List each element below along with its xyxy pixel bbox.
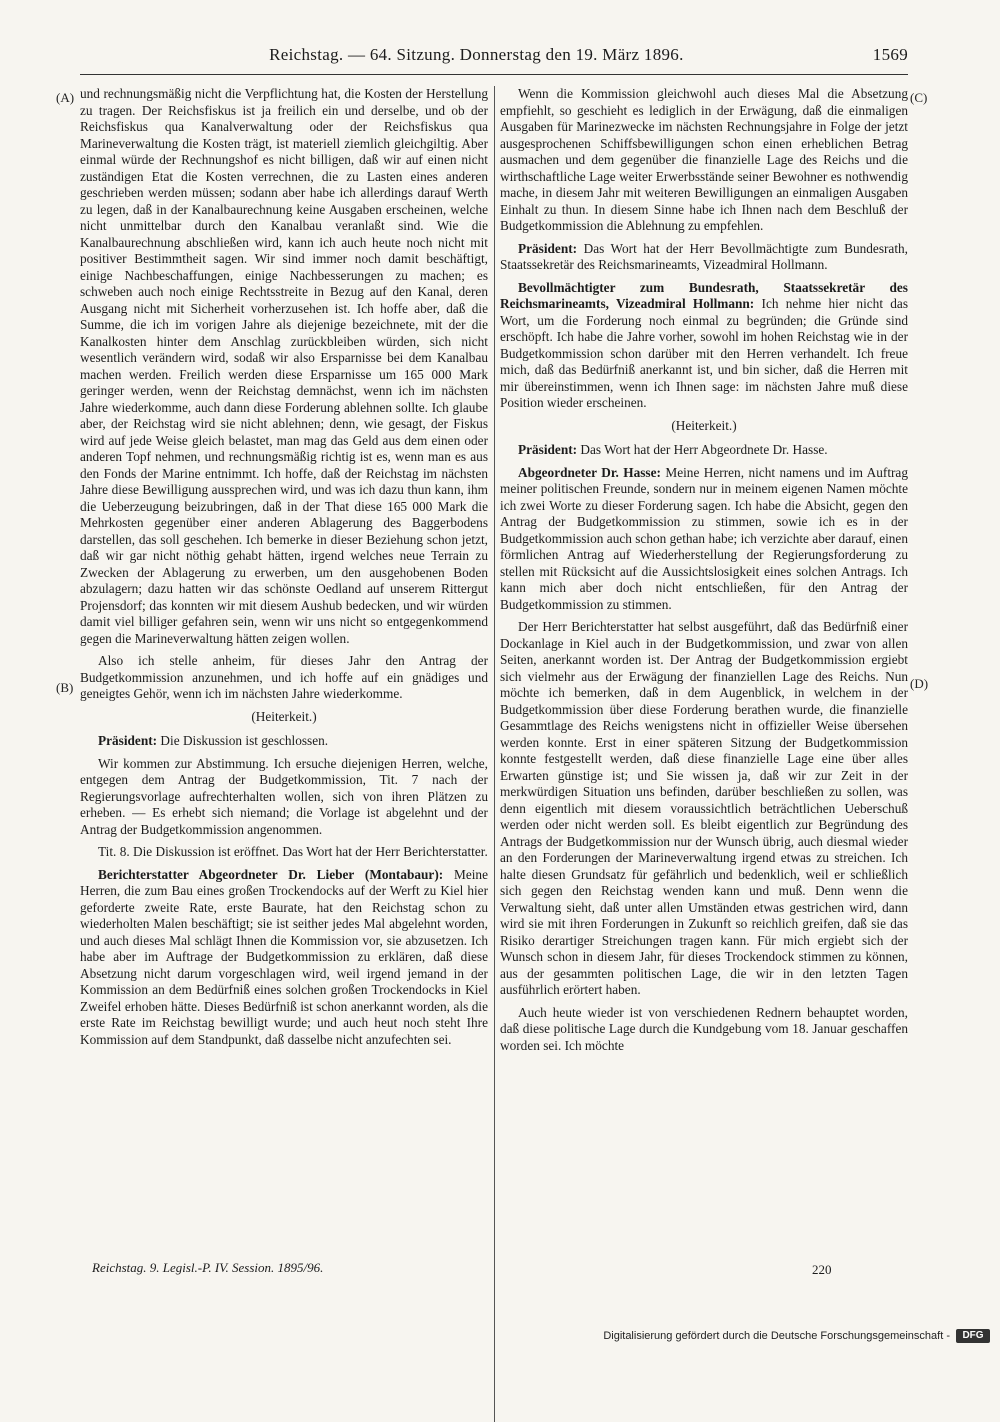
digitization-credit bbox=[590, 1328, 990, 1344]
paragraph bbox=[500, 280, 908, 412]
paragraph bbox=[80, 733, 488, 750]
speech-text: Das Wort hat der Herr Abgeordnete Dr. Hasse. bbox=[580, 442, 828, 457]
paragraph: Auch heute wieder ist von verschiedenen Rednern behauptet worden, daß diese politische Lage durch die Kundgebung vom 18. Januar geschaffen worden sei. Ich möchte bbox=[500, 1004, 908, 1053]
margin-letter-d: (D) bbox=[910, 676, 929, 691]
page-number: 1569 bbox=[872, 45, 908, 64]
speech-text: Meine Herren, nicht namens und im Auftrag meiner politischen Freunde, sondern nur in meinem eigenen Namen möchte ich zwei Worte zu dieser Forderung sagen. Ich habe die Absicht, gegen den Antrag der Budgetkommission zu stimmen, sowie ich es in der Budgetkommission auch schon gethan habe; ich verzichte aber darauf, einen förmlichen Antrag auf Wiederherstellung der Regierungsforderung zu stellen mit Rücksicht auf die Aussichtslosigkeit eines solchen Antrags. Ich kann mich aber doch nicht entschließen, für den Antrag der Budgetkommission zu stimmen. bbox=[500, 464, 908, 612]
header-rule bbox=[80, 74, 908, 75]
right-column bbox=[500, 86, 908, 1060]
margin-letter-a: (A) bbox=[56, 90, 75, 105]
paragraph: Tit. 8. Die Diskussion ist eröffnet. Das Wort hat der Herr Berichterstatter. bbox=[98, 844, 488, 859]
paragraph bbox=[500, 241, 908, 274]
paragraph: Also ich stelle anheim, für dieses Jahr den Antrag der Budgetkommission anzunehmen, und ich hoffe auf ein gnädiges und geneigtes Gehör, wenn ich im nächsten Jahre wiederkomme. bbox=[80, 653, 488, 701]
speaker-label: Berichterstatter Abgeordneter Dr. Lieber (Montabaur): bbox=[98, 866, 444, 882]
speech-text: Die Diskussion ist geschlossen. bbox=[160, 733, 329, 748]
laughter-note: (Heiterkeit.) bbox=[671, 417, 737, 433]
paragraph bbox=[80, 867, 488, 1049]
speaker-label: Abgeordneter Dr. Hasse: bbox=[518, 464, 661, 480]
paragraph bbox=[500, 465, 908, 614]
speech-text: Meine Herren, die zum Bau eines großen Trockendocks auf der Werft zu Kiel hier geforderte zweite Rate, erste Baurate, hat den Reichstag schon zu wiederholten Malen beschäftigt; sie ist seither jedes Mal abgelehnt worden, und auch dieses Mal schlägt Ihnen die Kommission vor, sie abzusetzen. Ich habe aber im Auftrage der Budgetkommission zu erklären, daß diese Absetzung nicht darum vorgeschlagen wird, weil irgend jemand in der Kommission an dem Bedürfniß eines solchen großen Trockendocks in Kiel Zweifel erhoben hätte. Dieses Bedürfniß ist schon anerkannt worden, als die erste Rate im Reichstag bewilligt wurde; und auch heut noch steht Ihre Kommission auf dem Standpunkt, daß dasselbe nicht anzufechten sei. bbox=[80, 866, 488, 1047]
session-footer: Reichstag. 9. Legisl.-P. IV. Session. 1895/96. bbox=[92, 1260, 324, 1275]
left-column bbox=[80, 86, 488, 1054]
running-head: Reichstag. — 64. Sitzung. Donnerstag den 19. März 1896. bbox=[269, 45, 684, 64]
margin-letter-b: (B) bbox=[56, 680, 74, 695]
dfg-logo-icon: DFG bbox=[956, 1329, 990, 1343]
page-header bbox=[80, 38, 908, 72]
speech-text: Das Wort hat der Herr Bevollmächtigte zum Bundesrath, Staatssekretär des Reichsmarineamts, Vizeadmiral Hollmann. bbox=[500, 240, 908, 272]
speaker-label: Präsident: bbox=[518, 442, 578, 457]
paragraph: Wenn die Kommission gleichwohl auch dieses Mal die Absetzung empfiehlt, so geschieht es lediglich in der Erwägung, daß die einmaligen Ausgaben für Marinezwecke im nächsten Rechnungsjahre in Folge der jetzt ausgesprochenen Schiffsbewilligungen schon einen erheblichen Betrag ausmachen und dem gegenüber die finanzielle Lage des Reichs und die wirthschaftliche Lage weiter Erwerbsstände seiner Bewohner es nothwendig mache, in diesem Jahr mit weiteren Bewilligungen an einmaligen Ausgaben Einhalt zu thun. In diesem Sinne habe ich Ihnen nach dem Beschluß der Budgetkommission die Ablehnung zu empfehlen. bbox=[500, 86, 908, 233]
speech-text: Ich nehme hier nicht das Wort, um die Forderung noch einmal zu begründen; die Gründe sind erschöpft. Ich habe die Jahre vorher, sowohl im hohen Reichstag wie in der Budgetkommission schon darüber mit den Herren verhandelt. Ich freue mich, daß das Bedürfniß anerkannt ist, und bin sicher, daß die Herren mit mir übereinstimmen, wenn ich Ihnen sage: im nächsten Jahre muß diese Position wieder erscheinen. bbox=[500, 296, 909, 410]
paragraph bbox=[500, 442, 908, 459]
paragraph: Der Herr Berichterstatter hat selbst ausgeführt, daß das Bedürfniß einer Dockanlage in Kiel auch in der Budgetkommission, und zwar von allen Seiten, anerkannt worden ist. Der Antrag der Budgetkommission ergiebt sich vielmehr aus der Erwägung der finanziellen Lage des Reichs. Nun möchte ich bemerken, daß in dem Augenblick, in welchem in der Budgetkommission über diese Forderung berathen wurde, die finanzielle Gesammtlage des Reichs wenigstens nicht in offizieller Weise übersehen werden konnte. Erst in einer späteren Sitzung der Budgetkommission konnte festgestellt werden, daß diese finanzielle Lage eine über alles Erwarten günstige ist; und Sie wissen ja, daß wir zur Zeit in der merkwürdigen Situation uns befinden, darüber beschließen zu sollen, was denn eigentlich mit diesem voraussichtlich beträchtlichen Ueberschuß werden oder nicht werden soll. Es bleibt eigentlich zur Begründung des Antrags der Budgetkommission nur der Wunsch übrig, auch diesmal wieder an den Forderungen der Marineverwaltung irgend etwas zu streichen. Ich halte diesen Grundsatz für gefährlich und bedenklich, weil er schließlich sich gegen den Reichstag wenden kann und muß. Denn wenn die Verwaltung sieht, daß unter allen Umständen etwas gestrichen wird, dann wird sie mit ihren Forderungen in Zukunft so reichlich greifen, daß sie das Risiko derartiger Streichungen tragen kann. Für mich ergiebt sich der Wunsch schon in diesem Jahr, für dieses Trockendock stimmen zu können, aus der gesammten politischen Lage, die wir in den letzten Tagen ausführlich erörtert haben. bbox=[500, 619, 908, 997]
column-divider bbox=[494, 86, 495, 1422]
speaker-label: Präsident: bbox=[98, 733, 158, 748]
digitization-note: Digitalisierung gefördert durch die Deutsche Forschungsgemeinschaft - bbox=[603, 1330, 950, 1342]
signature-mark: 220 bbox=[812, 1262, 832, 1277]
speaker-label: Bevollmächtigter zum Bundesrath, Staatssekretär des Reichsmarineamts, Vizeadmiral Hollmann: bbox=[500, 279, 908, 311]
paragraph: Wir kommen zur Abstimmung. Ich ersuche diejenigen Herren, welche, entgegen dem Antrag der Budgetkommission, Tit. 7 nach der Regierungsvorlage aufrechterhalten wollen, sich von ihren Plätzen zu erheben. — Es erhebt sich niemand; die Vorlage ist abgelehnt und der Antrag der Budgetkommission angenommen. bbox=[80, 755, 488, 837]
paragraph: und rechnungsmäßig nicht die Verpflichtung hat, die Kosten der Herstellung zu tragen. Der Reichsfiskus ist ja freilich ein und derselbe, und ob der Reichsfiskus qua Kanalverwaltung oder der Reichsfiskus qua Marineverwaltung die Kosten trägt, ist materiell ziemlich gleichgiltig. Aber einmal würde der Rechnungshof es nicht billigen, daß wir auf einen nicht zuständigen Etat die Kosten verrechnen, die zu Lasten eines anderen geschrieben werden müssen; sodann aber habe ich allerdings darauf Werth zu legen, daß in der Kanalbaurechnung keine Ausgaben erscheinen, welche nicht unmittelbar durch den Kanalbau veranlaßt sind. Wie die Kanalbaurechnung abschließen wird, kann ich auch heute noch nicht mit positiver Bestimmtheit sagen. Wir sind immer noch damit beschäftigt, einige Nachbeschaffungen, einige Nachbesserungen zu machen; es schweben auch noch einige Rechtsstreite in Bezug auf den Kanal, deren Ausgang nicht mit Sicherheit vorherzusehen ist. Ich hoffe aber, daß die Summe, die ich im vorigen Jahre als diejenige bezeichnete, mit der die Kanalkosten hinter dem Anschlag zurückbleiben würden, sich nicht wesentlich verändern wird, sodaß wir also Ersparnisse bei dem Kanalbau machen werden. Freilich werden diese Ersparnisse um 165 000 Mark geringer werden, wenn der Reichstag demnächst, wenn ich im nächsten Jahre wiederkomme, auch dann diese Forderung ablehnen sollte. Ich glaube aber, der Reichstag wird sie nicht ablehnen; denn, wie gesagt, der Fiskus wird auf jede Weise gleich belastet, man mag das Geld aus dem einen oder anderen Topf nehmen, und rechnungsmäßig richtig ist es, wenn man es aus den Fonds der Marine entnimmt. Ich hoffe, daß der Reichstag im nächsten Jahre diese Bewilligung aussprechen wird, und was ich dazu thun kann, ihm die Ueberzeugung beizubringen, daß in der That diese 165 000 Mark die Mehrkosten gegenüber einer anderen Ablagerung des Baggerbodens darstellen, das soll geschehen. Ich bemerke in dieser Beziehung schon jetzt, daß wir gar nicht nöthig gehabt hätten, irgend welches neue Terrain zu Zwecken der Ablagerung zu erwerben, um den ausgehobenen Boden abzulagern; dazu hatten wir das schönste Oedland auf unserem Rittergut Projensdorf; das konnten wir mit diesem Aushub bedecken, und wir würden damit viel billiger gefahren sein, wenn wir uns nicht so entgegenkommend gegen die Marineverwaltung hätten zeigen wollen. bbox=[80, 86, 488, 646]
speaker-label: Präsident: bbox=[518, 240, 578, 256]
laughter-note: (Heiterkeit.) bbox=[251, 708, 317, 724]
margin-letter-c: (C) bbox=[910, 90, 928, 105]
